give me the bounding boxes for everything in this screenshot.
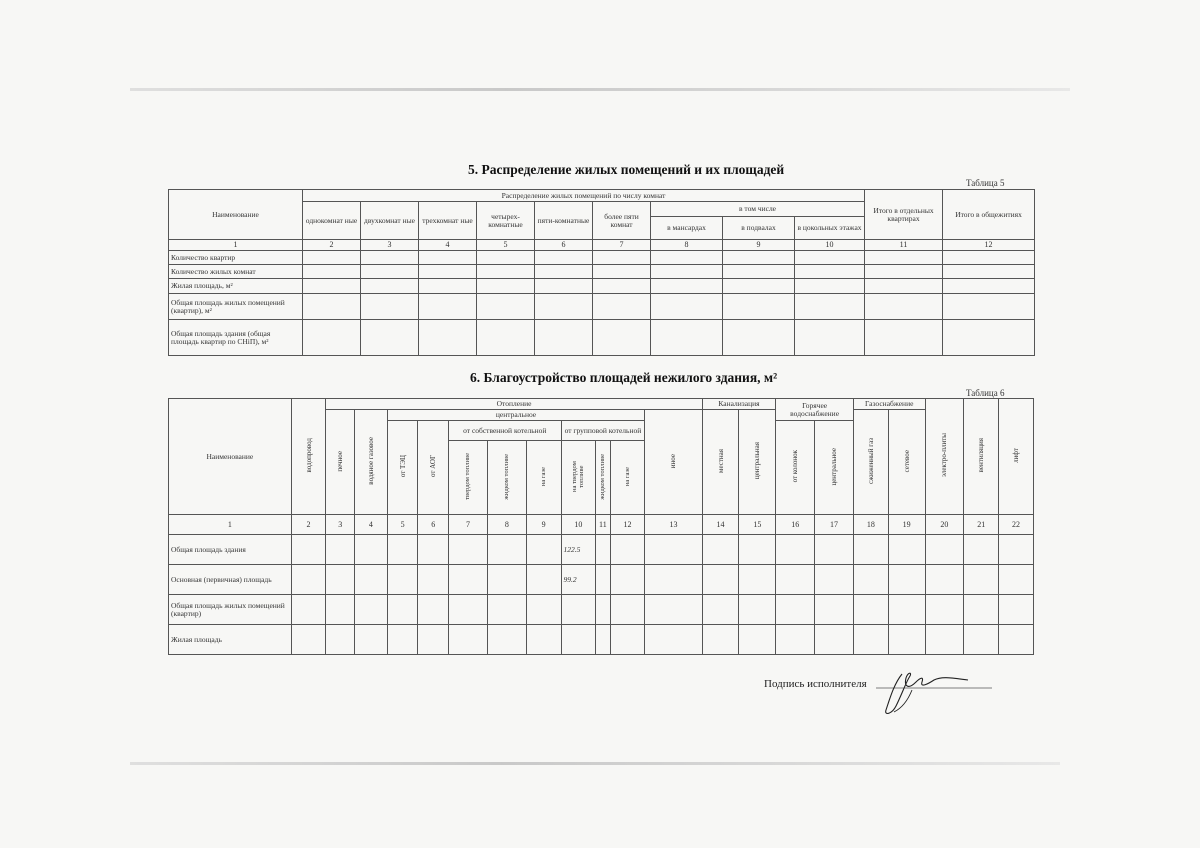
t6-num: 14 <box>702 515 739 535</box>
t6-col-group-gas: на газе <box>610 441 645 515</box>
t6-col-other: иное <box>645 410 702 515</box>
t5-num: 4 <box>419 240 477 251</box>
t5-row-label: Количество квартир <box>169 251 303 265</box>
t6-num: 22 <box>999 515 1034 535</box>
t5-num: 10 <box>795 240 865 251</box>
t6-row-label: Жилая площадь <box>169 625 292 655</box>
t6-num: 11 <box>596 515 610 535</box>
t5-header-total-dorm: Итого в общежитиях <box>943 190 1035 240</box>
t5-num: 2 <box>303 240 361 251</box>
t6-num: 10 <box>561 515 596 535</box>
t6-num: 12 <box>610 515 645 535</box>
table-row <box>169 625 1034 655</box>
t6-hotwater-header: Горячее водоснабжение <box>776 399 854 421</box>
t5-num: 5 <box>477 240 535 251</box>
t6-heating-header: Отопление <box>326 399 702 410</box>
t5-row-label: Жилая площадь, м² <box>169 279 303 294</box>
table-row <box>169 265 1035 279</box>
t6-num: 20 <box>925 515 964 535</box>
t6-row-label: Общая площадь жилых помещений (квартир) <box>169 595 292 625</box>
t6-col-from-aog: от АОГ <box>418 421 449 515</box>
table-6 <box>168 398 1034 655</box>
t6-col-gas-liquid: сжиженный газ <box>853 410 888 515</box>
t6-col-elevator: лифт <box>999 399 1034 515</box>
table-row <box>169 320 1035 356</box>
t6-row-value: 99.2 <box>561 565 596 595</box>
t6-num: 5 <box>387 515 418 535</box>
t6-col-own-solid: твердом топливе <box>449 441 488 515</box>
t5-group-header: Распределение жилых помещений по числу комнат <box>303 190 865 202</box>
t6-num: 4 <box>355 515 388 535</box>
t5-num: 9 <box>723 240 795 251</box>
table-row <box>169 294 1035 320</box>
t6-gas-header: Газоснабжение <box>853 399 925 410</box>
t5-col-5room: пяти-комнатные <box>535 202 593 240</box>
t6-col-sew-central: центральная <box>739 410 776 515</box>
t6-row-label: Общая площадь здания <box>169 535 292 565</box>
t6-row-value: 122.5 <box>561 535 596 565</box>
t5-col-ground: в цокольных этажах <box>795 217 865 240</box>
section5-title: 5. Распределение жилых помещений и их площадей <box>468 162 785 177</box>
t6-header-name: Наименование <box>169 399 292 515</box>
t6-row-value <box>561 595 596 625</box>
t5-col-more5: более пяти комнат <box>593 202 651 240</box>
t6-col-gas-network: сетевое <box>888 410 925 515</box>
t6-group-boiler-header: от групповой котельной <box>561 421 645 441</box>
table6-label: Таблица 6 <box>966 388 1005 398</box>
t5-col-attic: в мансардах <box>651 217 723 240</box>
signature-label: Подпись исполнителя <box>764 678 867 690</box>
t6-num: 7 <box>449 515 488 535</box>
t6-num: 21 <box>964 515 999 535</box>
t6-num: 17 <box>815 515 854 535</box>
t6-sewerage-header: Канализация <box>702 399 776 410</box>
t6-col-own-liquid: жидком топливе <box>487 441 526 515</box>
t5-row-label: Общая площадь жилых помещений (квартир), м² <box>169 294 303 320</box>
t5-num: 1 <box>169 240 303 251</box>
t5-number-row <box>169 240 1035 251</box>
t6-num: 18 <box>853 515 888 535</box>
t5-col-3room: трехкомнат ные <box>419 202 477 240</box>
table-row <box>169 535 1034 565</box>
t6-num: 15 <box>739 515 776 535</box>
t6-num: 2 <box>291 515 326 535</box>
t5-row-label: Общая площадь здания (общая площадь квартир по СНіП), м² <box>169 320 303 356</box>
t6-row-label: Основная (первичная) площадь <box>169 565 292 595</box>
t5-col-4room: четырех-комнатные <box>477 202 535 240</box>
table5-label: Таблица 5 <box>966 178 1005 188</box>
t5-num: 3 <box>361 240 419 251</box>
t6-col-from-tec: от ТЭЦ <box>387 421 418 515</box>
t5-header-name: Наименование <box>169 190 303 240</box>
t6-col-own-gas: на газе <box>526 441 561 515</box>
scan-line-bottom <box>130 762 1060 765</box>
t5-col-basement: в подвалах <box>723 217 795 240</box>
t6-col-boiler-gas: водяное газовое <box>355 410 388 515</box>
t6-number-row <box>169 515 1034 535</box>
section6-title: 6. Благоустройство площадей нежилого здания, м² <box>470 370 778 385</box>
t6-col-group-liquid: жидком топливе <box>596 441 610 515</box>
t5-num: 11 <box>865 240 943 251</box>
scan-line-top <box>130 88 1070 91</box>
t5-col-1room: однокомнат ные <box>303 202 361 240</box>
t6-col-hw-columns: от колонок <box>776 421 815 515</box>
table-row <box>169 565 1034 595</box>
t6-num: 1 <box>169 515 292 535</box>
t6-num: 13 <box>645 515 702 535</box>
t5-num: 7 <box>593 240 651 251</box>
t6-own-boiler-header: от собственной котельной <box>449 421 561 441</box>
t5-row-label: Количество жилых комнат <box>169 265 303 279</box>
table-row <box>169 279 1035 294</box>
t5-num: 8 <box>651 240 723 251</box>
t6-num: 9 <box>526 515 561 535</box>
t6-col-hw-central: центральное <box>815 421 854 515</box>
t6-central-header: центральное <box>387 410 645 421</box>
table-row <box>169 595 1034 625</box>
t6-num: 16 <box>776 515 815 535</box>
t6-num: 19 <box>888 515 925 535</box>
t5-incl-header: в том числе <box>651 202 865 217</box>
table-row <box>169 251 1035 265</box>
t5-num: 6 <box>535 240 593 251</box>
t6-num: 3 <box>326 515 355 535</box>
t6-col-stove: печное <box>326 410 355 515</box>
table-5 <box>168 189 1035 356</box>
t6-num: 6 <box>418 515 449 535</box>
t5-col-2room: двухкомнат ные <box>361 202 419 240</box>
t6-num: 8 <box>487 515 526 535</box>
t6-col-sew-local: местная <box>702 410 739 515</box>
t6-col-ventilation: вентиляция <box>964 399 999 515</box>
signature-mark <box>872 670 994 718</box>
t6-col-group-solid: на твердом топливе <box>561 441 596 515</box>
t6-row-value <box>561 625 596 655</box>
t5-header-total-separate: Итого в отдельных квартирах <box>865 190 943 240</box>
t6-col-electric: электро-плиты <box>925 399 964 515</box>
t6-col-water: водопровод <box>291 399 326 515</box>
t5-num: 12 <box>943 240 1035 251</box>
